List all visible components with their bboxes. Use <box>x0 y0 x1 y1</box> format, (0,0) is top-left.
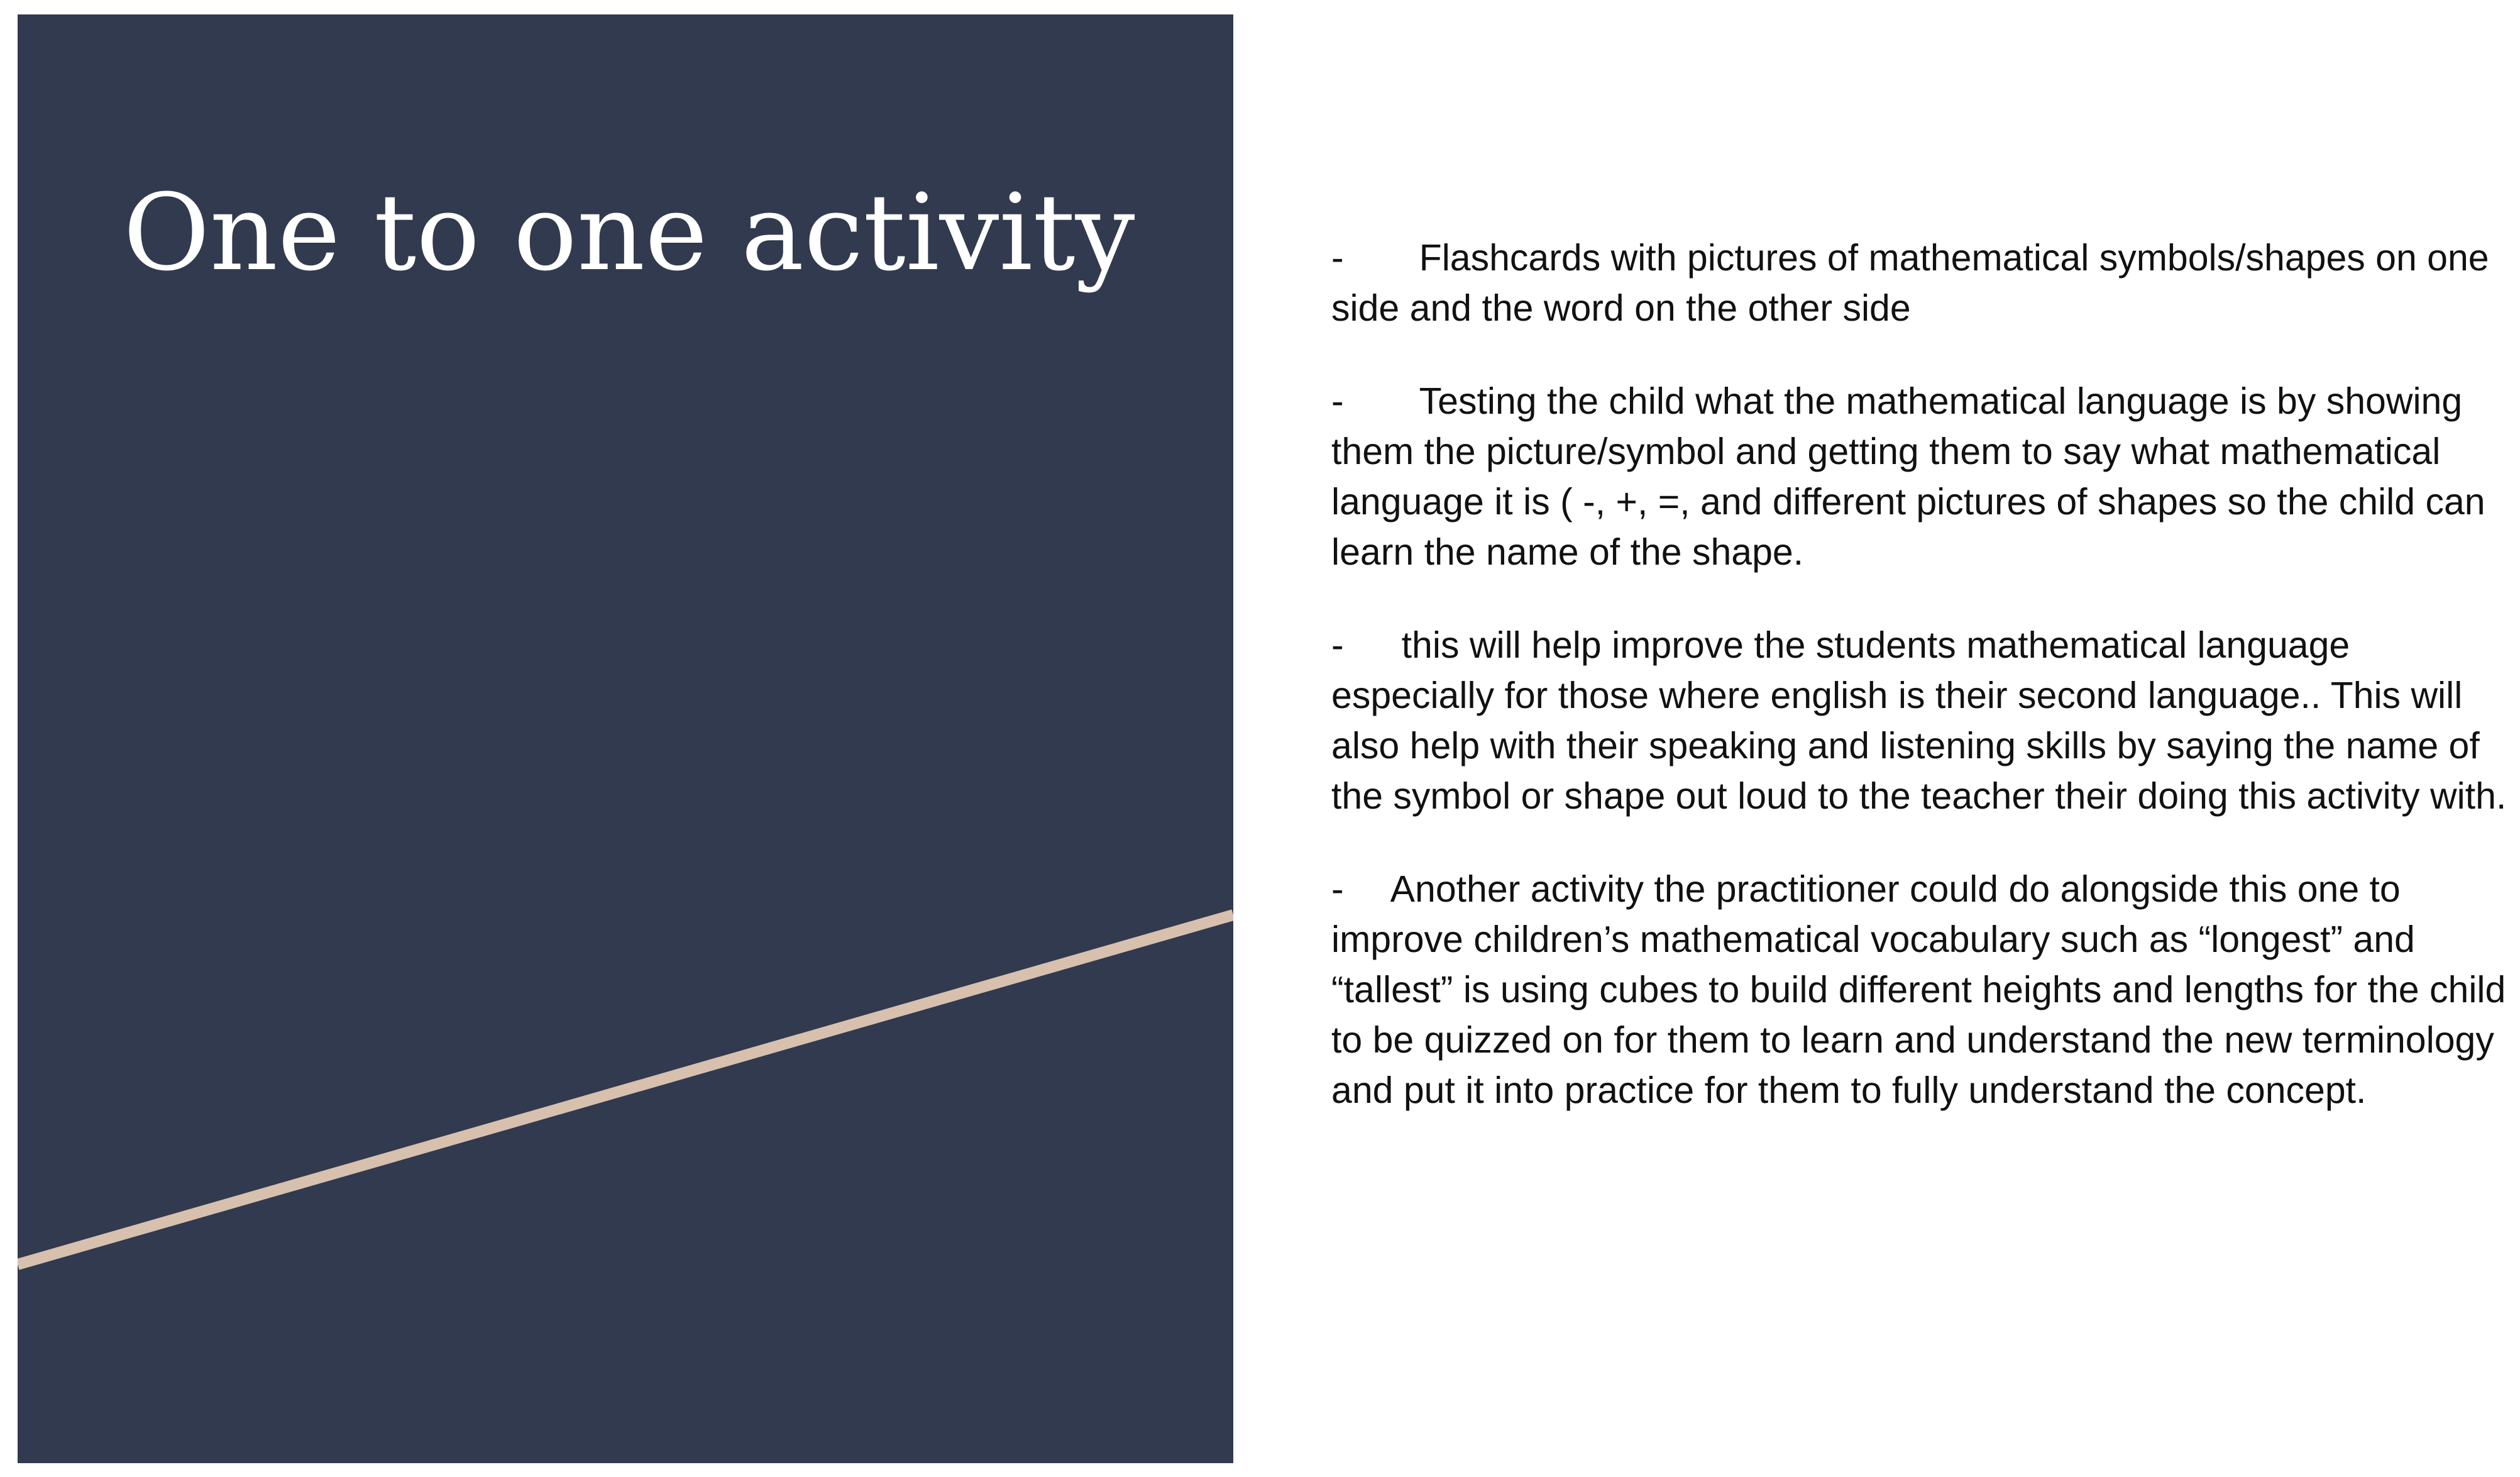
bullet-marker: - <box>1331 868 1344 910</box>
bullet-marker: - <box>1331 624 1344 666</box>
bullet-list <box>1331 233 2513 1158</box>
bullet-text: this will help improve the students mathematical language especially for those where english is their second language.. This will also help with their speaking and listening skills by saying the name of the symbol or shape out loud to the teacher their doing this activity with. <box>1331 624 2507 817</box>
bullet-marker: - <box>1331 380 1344 422</box>
bullet-text: Another activity the practitioner could do alongside this one to improve children’s mathematical vocabulary such as “longest” and “tallest” is using cubes to build different heights and lengths for the child to be quizzed on for them to learn and understand the new terminology and put it into practice for them to fully understand the concept. <box>1331 868 2506 1111</box>
accent-diagonal-line <box>18 14 1233 1463</box>
accent-line-stroke <box>18 915 1233 1264</box>
bullet-text: Flashcards with pictures of mathematical symbols/shapes on one side and the word on the other side <box>1331 237 2489 329</box>
slide-title: One to one activity <box>123 171 1135 294</box>
title-panel <box>18 14 1233 1463</box>
bullet-text: Testing the child what the mathematical language is by showing them the picture/symbol and getting them to say what mathematical language it is ( -, +, =, and different pictures of shapes so the child can learn the name of the shape. <box>1331 380 2485 573</box>
bullet-marker: - <box>1331 237 1344 279</box>
bullet-item <box>1331 376 2513 577</box>
bullet-item <box>1331 233 2513 333</box>
bullet-item <box>1331 864 2513 1115</box>
bullet-item <box>1331 620 2513 821</box>
